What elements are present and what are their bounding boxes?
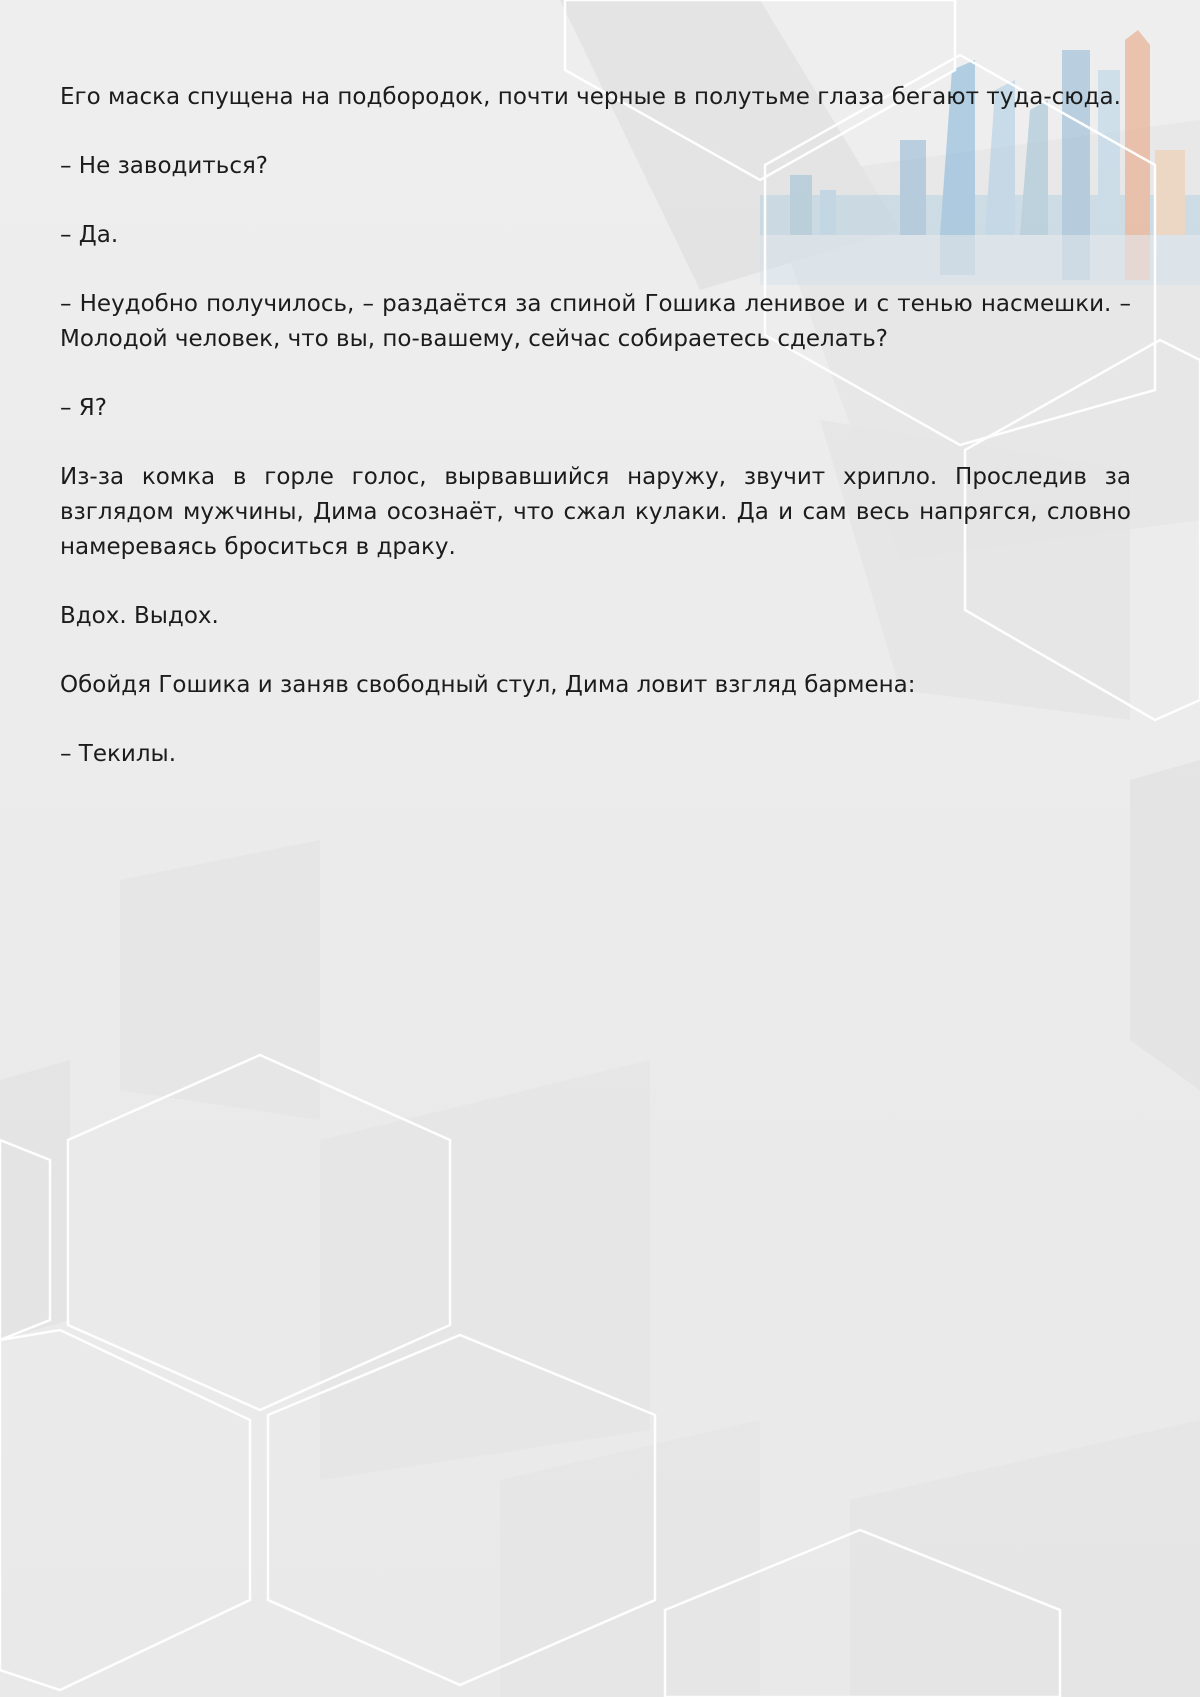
paragraph: Его маска спущена на подбородок, почти черные в полутьме глаза бегают туда-сюда. [60,84,1121,110]
paragraph: Обойдя Гошика и заняв свободный стул, Дима ловит взгляд бармена: [60,672,916,698]
paragraph: – Не заводиться? [60,153,269,179]
paragraph: – Да. [60,222,119,248]
paragraph: – Текилы. [60,741,177,767]
body-text [60,80,1131,806]
paragraph: Из-за комка в горле голос, вырвавшийся наружу, звучит хрипло. Проследив за взглядом мужчины, Дима осознаёт, что сжал кулаки. Да и сам весь напрягся, словно намереваясь броситься в драку. [60,464,1131,560]
paragraph: – Неудобно получилось, – раздаётся за спиной Гошика ленивое и с тенью насмешки. – Молодой человек, что вы, по-вашему, сейчас собираетесь сделать? [60,291,1131,352]
paragraph: Вдох. Выдох. [60,603,219,629]
paragraph: – Я? [60,395,107,421]
